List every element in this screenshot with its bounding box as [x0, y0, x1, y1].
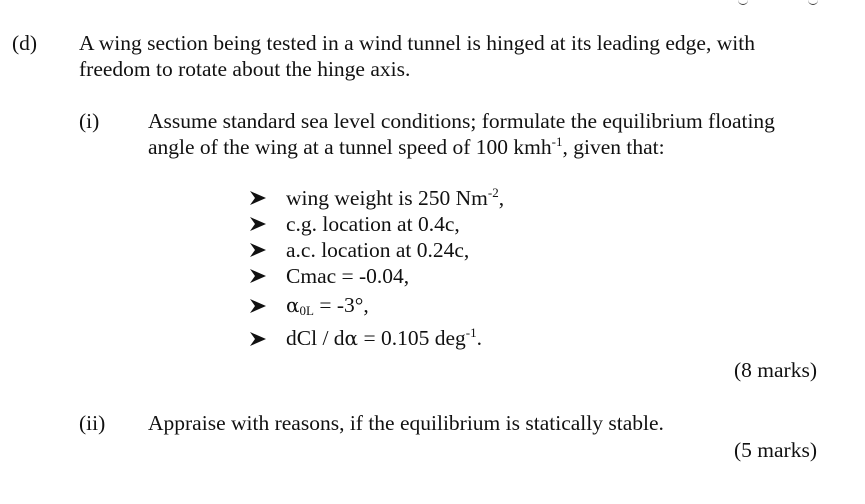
- arrowhead-bullet-icon: [250, 243, 266, 257]
- alpha-zero-lift-value: = -3°,: [313, 293, 369, 317]
- list-item-wing-weight: [250, 185, 504, 211]
- list-item-cg-location: [250, 211, 504, 237]
- arrowhead-bullet-icon: [250, 299, 266, 313]
- alpha-symbol: α: [286, 293, 300, 317]
- part-i-line-2-text: angle of the wing at a tunnel speed of 100 kmh: [148, 135, 552, 159]
- lift-slope-tail: .: [476, 326, 482, 350]
- arrowhead-bullet-icon: [250, 332, 266, 346]
- wing-weight-tail: ,: [498, 186, 505, 210]
- question-d-line-1: A wing section being tested in a wind tunnel is hinged at its leading edge, with: [79, 31, 755, 55]
- part-i-line-1: Assume standard sea level conditions; formulate the equilibrium floating: [148, 109, 775, 133]
- cmac-text: Cmac = -0.04,: [286, 264, 410, 288]
- ac-location-text: a.c. location at 0.24c,: [286, 238, 470, 262]
- part-i-marks: (8 marks): [734, 358, 817, 382]
- cropped-bracket-right: [808, 0, 818, 5]
- unit-exponent: -1: [551, 134, 563, 149]
- list-item-lift-slope: [250, 322, 504, 355]
- part-ii-marks: (5 marks): [734, 438, 817, 462]
- wing-weight-exponent: -2: [487, 185, 499, 200]
- part-label-i: (i): [79, 109, 100, 133]
- lift-slope-exponent: -1: [465, 325, 477, 340]
- part-i-line-2-tail: , given that:: [562, 135, 665, 159]
- list-item-cmac: [250, 263, 504, 289]
- lift-slope-text: dCl / d: [286, 326, 345, 350]
- wing-weight-text: wing weight is 250 Nm: [286, 186, 488, 210]
- part-ii-text: Appraise with reasons, if the equilibrium is statically stable.: [148, 411, 664, 435]
- part-i-text: [148, 108, 828, 160]
- cropped-previous-marks: [720, 0, 820, 6]
- given-conditions-list: [250, 185, 504, 355]
- question-d-line-2: freedom to rotate about the hinge axis.: [79, 57, 411, 81]
- list-item-ac-location: [250, 237, 504, 263]
- cropped-bracket-left: [738, 0, 748, 5]
- list-item-alpha-zero-lift: [250, 289, 504, 322]
- alpha-symbol: α: [344, 326, 359, 350]
- arrowhead-bullet-icon: [250, 217, 266, 231]
- arrowhead-bullet-icon: [250, 191, 266, 205]
- question-label-d: (d): [12, 31, 38, 55]
- lift-slope-value: = 0.105 deg: [358, 326, 466, 350]
- question-d-text: [79, 30, 824, 82]
- part-label-ii: (ii): [79, 411, 106, 435]
- cg-location-text: c.g. location at 0.4c,: [286, 212, 460, 236]
- arrowhead-bullet-icon: [250, 269, 266, 283]
- part-i-line-2: [148, 134, 828, 160]
- alpha-subscript: 0L: [299, 303, 314, 318]
